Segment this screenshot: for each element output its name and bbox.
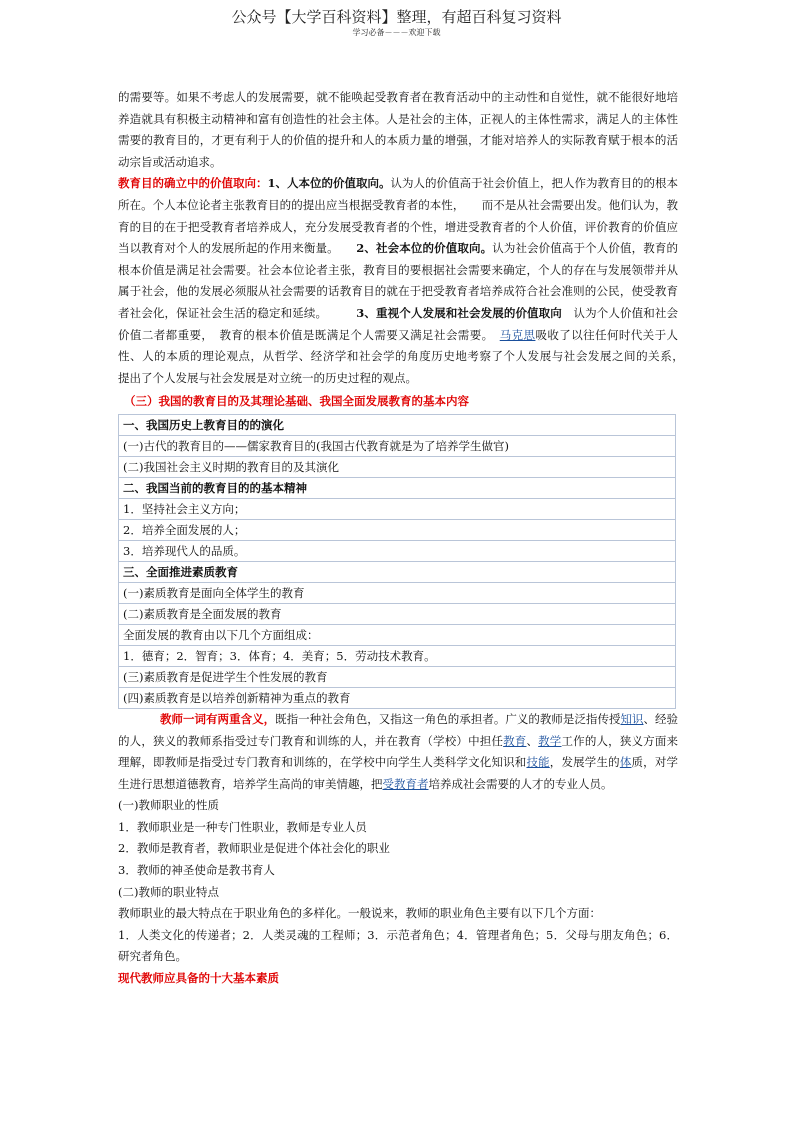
outline-row: 1．坚持社会主义方向； (118, 499, 676, 520)
teacher-text-3: 、 (526, 733, 539, 748)
outline-row: 二、我国当前的教育目的的基本精神 (118, 478, 676, 499)
education-link[interactable]: 教育 (503, 733, 527, 748)
teacher-text-7: 培养成社会需要的人才的专业人员。 (428, 776, 613, 791)
outline-row: (二)我国社会主义时期的教育目的及其演化 (118, 457, 676, 478)
outline-row: (四)素质教育是以培养创新精神为重点的教育 (118, 688, 676, 709)
nature-item: 3．教师的神圣使命是教书育人 (118, 863, 275, 878)
outline-row: (一)古代的教育目的——儒家教育目的(我国古代教育就是为了培养学生做官) (118, 436, 676, 457)
page-header-subtitle: 学习必备－－－欢迎下载 (352, 28, 441, 37)
skill-link[interactable]: 技能 (526, 755, 550, 770)
outline-table (118, 414, 676, 709)
outline-row: 三、全面推进素质教育 (118, 562, 676, 583)
nature-item: 1．教师职业是一种专门性职业，教师是专业人员 (118, 819, 367, 834)
document-body (118, 87, 701, 990)
marx-link[interactable]: 马克思 (499, 327, 536, 342)
teacher-text-2: 、经验的人，狭义的教师系指受过专门教育和训练的人，并在教育（学校）中担任 (118, 711, 679, 748)
value-p2-heading: 2、社会本位的价值取向。 (356, 241, 493, 256)
teacher-text-4: 工作的人，狭义方面来理解，即教师是指受过专门教育和训练的，在学校中向学生人类科学文化知识和 (118, 733, 679, 770)
final-title: 现代教师应具备的十大基本素质 (118, 971, 279, 986)
value-p2-text: 认为社会价值高于个人价值，教育的根本价值是满足社会需要。社会本位论者主张，教育目的要根据社会需要来确定，个人的存在与发展领带并从属于社会，他的发展必须服从社会需要的话教育目的就在于把受教育者培养成符合社会准则的公民，使受教育者社会化，保证社会生活的稳定和延续。 (118, 241, 678, 320)
value-p3-heading: 3、重视个人发展和社会发展的价值取向 (356, 305, 562, 320)
teacher-text-1: 既指一种社会角色，又指这一角色的承担者。广义的教师是泛指传授 (275, 711, 621, 726)
value-p1-heading: 1、人本位的价值取向。 (267, 176, 391, 191)
value-p1-text: 认为人的价值高于社会价值上，把人作为教育目的的根本所在。个人本位论者主张教育目的的提出应当根据受教育者的本性， 而不是从社会需要出发。他们认为，教育的目的在于把受教育者培养成人，充分发展受教育者的个性，增进受教育者的个人价值，评价教育的价值应当以教育对个人的发展所起的作用来衡量。 (118, 176, 679, 256)
knowledge-link[interactable]: 知识 (620, 711, 644, 726)
outline-row: 3．培养现代人的品质。 (118, 541, 676, 562)
physique-link[interactable]: 体 (619, 755, 632, 770)
teaching-link[interactable]: 教学 (538, 733, 562, 748)
outline-row: (二)素质教育是全面发展的教育 (118, 604, 676, 625)
feature-title: (二)教师的职业特点 (118, 884, 219, 899)
educatee-link[interactable]: 受教育者 (382, 776, 429, 791)
teacher-text-5: ，发展学生的 (549, 755, 620, 770)
outline-row: (一)素质教育是面向全体学生的教育 (118, 583, 676, 604)
teacher-paragraph (118, 709, 678, 795)
section3-title: （三）我国的教育目的及其理论基础、我国全面发展教育的基本内容 (124, 394, 469, 409)
value-orientation-paragraph (118, 173, 701, 389)
outline-row: 全面发展的教育由以下几个方面组成： (118, 625, 676, 646)
teacher-heading: 教师一词有两重含义， (160, 711, 276, 726)
feature-text: 教师职业的最大特点在于职业角色的多样化。一般说来，教师的职业角色主要有以下几个方面： (118, 906, 601, 921)
outline-row: 2．培养全面发展的人； (118, 520, 676, 541)
teacher-text-6: 质，对学生进行思想道德教育，培养学生高尚的审美情趣，把 (118, 755, 679, 791)
value-p3-text-b: 吸收了以往任何时代关于人性、人的本质的理论观点，从哲学、经济学和社会学的角度历史地考察了个人发展与社会发展之间的关系， 提出了个人发展与社会发展是对立统一的历史过程的观点。 (118, 327, 701, 385)
feature-roles: 1．人类文化的传递者；2．人类灵魂的工程师；3．示范者角色；4．管理者角色；5．父母与朋友角色；6．研究者角色。 (118, 927, 678, 964)
page-header-title: 公众号【大学百科资料】整理，有超百科复习资料 (231, 8, 562, 26)
outline-row: 一、我国历史上教育目的的演化 (118, 415, 676, 436)
nature-item: 2．教师是教育者，教师职业是促进个体社会化的职业 (118, 841, 390, 856)
outline-row: 1．德育；2．智育；3．体育；4．美育；5．劳动技术教育。 (118, 646, 676, 667)
nature-title: (一)教师职业的性质 (118, 798, 219, 813)
value-p3-text-a: 认为个人价值和社会价值二者都重要， 教育的根本价值是既满足个人需要又满足社会需要。 (118, 305, 679, 342)
value-orientation-heading: 教育目的确立中的价值取向： (118, 176, 268, 191)
outline-row: (三)素质教育是促进学生个性发展的教育 (118, 667, 676, 688)
intro-paragraph: 的需要等。如果不考虑人的发展需要，就不能唤起受教育者在教育活动中的主动性和自觉性，就不能很好地培养造就具有积极主动精神和富有创造性的社会主体。人是社会的主体，正视人的主体性需求，满足人的主体性需要的教育目的，才更有利于人的价值的提升和人的本质力量的增强，才能对培养人的实际教育赋于根本的活动宗旨或活动追求。 (118, 90, 678, 169)
